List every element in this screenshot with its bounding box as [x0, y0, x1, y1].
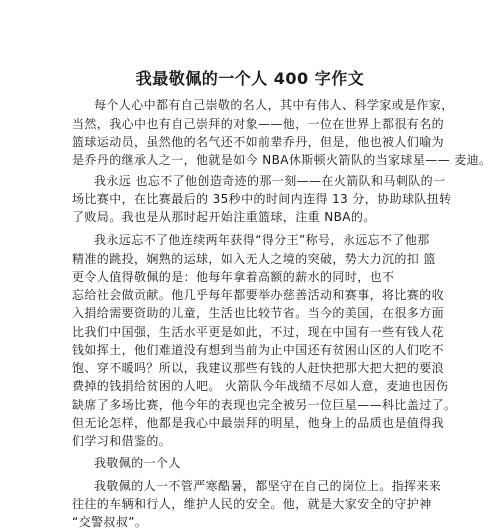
- paragraph-line: 每个人心中都有自己崇敬的名人，其中有伟人、科学家或是作家，: [94, 98, 454, 112]
- section-heading: 我敬佩的一个人: [94, 456, 181, 470]
- paragraph-line: 钱如挥土，他们难道没有想到当前为止中国还有贫困山区的人们吃不: [72, 343, 445, 357]
- paragraph-line: 更令人值得敬佩的是：他每年拿着高额的薪水的同时，也不: [72, 270, 395, 284]
- paragraph-line: 忘给社会做贡献。他几乎每年都要举办慈善活动和赛事，将比赛的收: [72, 288, 445, 302]
- paragraph-line: 但无论怎样，他都是我心中最崇拜的明星，他身上的品质也是值得我: [72, 416, 445, 430]
- article-title: 我最敬佩的一个人 400 字作文: [135, 69, 365, 88]
- paragraph-line: 们学习和借鉴的。: [72, 434, 172, 448]
- paragraph-line: 我永远 也忘不了他创造奇迹的那一刻——在火箭队和马刺队的一: [94, 174, 446, 188]
- paragraph-line: 我永远忘不了他连续两年获得“得分王”称号，永远忘不了他那: [94, 233, 430, 247]
- paragraph-line: 我敬佩的人一不管严寒酷暑，都坚守在自己的岗位上。指挥来来: [94, 479, 442, 493]
- paragraph-line: 篮球运动员，虽然他的名气还不如前辈乔丹，但是，他也被人们喻为: [72, 135, 445, 149]
- paragraph-line: 往往的车辆和行人，维护人民的安全。他，就是大家安全的守护神: [72, 497, 432, 511]
- paragraph-line: 是乔丹的继承人之一，他就是如今 NBA休斯顿火箭队的当家球星—— 麦迪。: [72, 153, 492, 167]
- paragraph-line: 入捐给需要资助的儿童，生活也比较节省。当今的美国，在很多方面: [72, 306, 445, 320]
- paragraph-line: 饱、穿不暖吗？所以，我建议那些有钱的人赶快把那大把大把的要浪: [72, 361, 445, 375]
- paragraph-line: 当然，我心中也有自己崇拜的对象——他，一位在世界上都很有名的: [72, 117, 445, 131]
- paragraph-line: 场比赛中，在比赛最后的 35秒中的时间内连得 13 分，协助球队扭转: [72, 192, 452, 206]
- paragraph-line: 缺席了多场比赛，他今年的表现也完全被另一位巨星——科比盖过了。: [72, 398, 457, 412]
- paragraph-line: 费掉的钱捐给贫困的人吧。 火箭队今年战绩不尽如人意，麦迪也因伤: [72, 379, 449, 393]
- paragraph-line: “交警叔叔”。: [72, 515, 148, 529]
- paragraph-line: 了败局。我也是从那时起开始注重篮球，注重 NBA的。: [72, 210, 376, 224]
- paragraph-line: 精准的跳投，娴熟的运球，如入无人之境的突破，势大力沉的扣 篮: [72, 252, 436, 266]
- paragraph-line: 比我们中国强，生活水平更是如此，不过，现在中国有一些有钱人花: [72, 325, 445, 339]
